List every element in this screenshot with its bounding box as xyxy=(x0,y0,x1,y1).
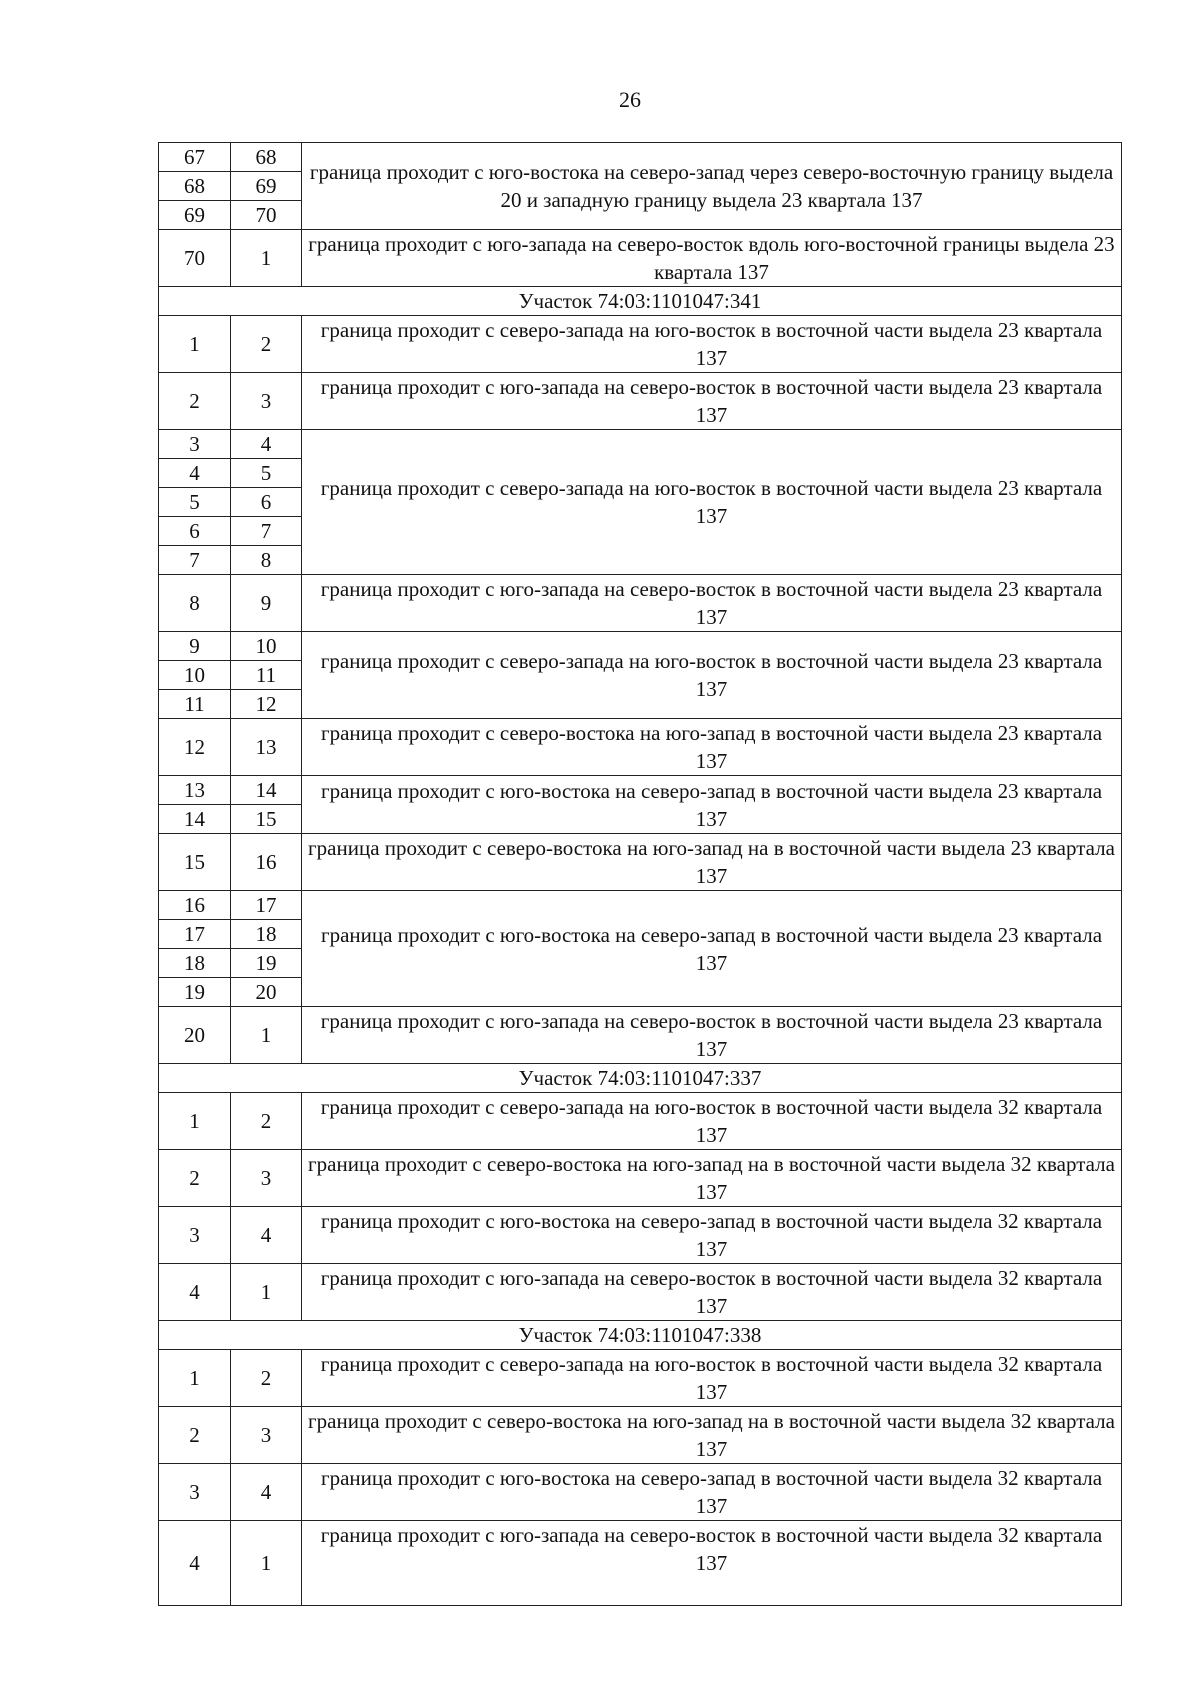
table-row xyxy=(159,1407,1122,1464)
table-row xyxy=(159,1264,1122,1321)
to-point-cell: 3 xyxy=(231,1150,302,1207)
table-row xyxy=(159,1207,1122,1264)
from-point-cell: 5 xyxy=(159,488,231,517)
section-header-row xyxy=(159,1064,1122,1093)
to-point-cell: 3 xyxy=(231,373,302,430)
to-point-cell: 70 xyxy=(231,201,302,230)
to-point-cell: 14 xyxy=(231,776,302,805)
table-row xyxy=(159,776,1122,805)
table-row xyxy=(159,575,1122,632)
to-point-cell: 1 xyxy=(231,230,302,287)
from-point-cell: 8 xyxy=(159,575,231,632)
to-point-cell: 12 xyxy=(231,690,302,719)
boundary-description-cell: граница проходит с юго-востока на северо-запад в восточной части выдела 32 квартала 137 xyxy=(302,1207,1122,1264)
from-point-cell: 17 xyxy=(159,920,231,949)
to-point-cell: 68 xyxy=(231,143,302,172)
from-point-cell: 68 xyxy=(159,172,231,201)
to-point-cell: 2 xyxy=(231,1093,302,1150)
boundary-description-table xyxy=(158,142,1122,1606)
table-row xyxy=(159,316,1122,373)
boundary-description-cell: граница проходит с юго-востока на северо-запад в восточной части выдела 23 квартала 137 xyxy=(302,891,1122,1007)
from-point-cell: 2 xyxy=(159,1150,231,1207)
to-point-cell: 1 xyxy=(231,1521,302,1606)
from-point-cell: 1 xyxy=(159,1093,231,1150)
boundary-description-cell: граница проходит с северо-запада на юго-восток в восточной части выдела 32 квартала 137 xyxy=(302,1093,1122,1150)
boundary-description-cell: граница проходит с северо-запада на юго-восток в восточной части выдела 23 квартала 137 xyxy=(302,632,1122,719)
boundary-description-cell: граница проходит с юго-востока на северо-запад через северо-восточную границу выдела 20 и западную границу выдела 23 квартала 137 xyxy=(302,143,1122,230)
from-point-cell: 18 xyxy=(159,949,231,978)
to-point-cell: 17 xyxy=(231,891,302,920)
from-point-cell: 14 xyxy=(159,805,231,834)
from-point-cell: 2 xyxy=(159,373,231,430)
to-point-cell: 18 xyxy=(231,920,302,949)
to-point-cell: 2 xyxy=(231,1350,302,1407)
section-header-row xyxy=(159,287,1122,316)
boundary-description-cell: граница проходит с северо-запада на юго-восток в восточной части выдела 23 квартала 137 xyxy=(302,316,1122,373)
table-row xyxy=(159,430,1122,459)
from-point-cell: 4 xyxy=(159,1264,231,1321)
from-point-cell: 16 xyxy=(159,891,231,920)
to-point-cell: 19 xyxy=(231,949,302,978)
page-number: 26 xyxy=(619,87,641,112)
table-row xyxy=(159,1093,1122,1150)
boundary-description-cell: граница проходит с юго-запада на северо-восток в восточной части выдела 32 квартала 137 xyxy=(302,1264,1122,1321)
from-point-cell: 19 xyxy=(159,978,231,1007)
from-point-cell: 3 xyxy=(159,430,231,459)
to-point-cell: 10 xyxy=(231,632,302,661)
table-row xyxy=(159,891,1122,920)
from-point-cell: 11 xyxy=(159,690,231,719)
from-point-cell: 2 xyxy=(159,1407,231,1464)
table-row xyxy=(159,230,1122,287)
from-point-cell: 4 xyxy=(159,1521,231,1606)
to-point-cell: 11 xyxy=(231,661,302,690)
to-point-cell: 7 xyxy=(231,517,302,546)
boundary-description-cell: граница проходит с юго-запада на северо-восток в восточной части выдела 23 квартала 137 xyxy=(302,1007,1122,1064)
from-point-cell: 69 xyxy=(159,201,231,230)
boundary-description-cell: граница проходит с юго-запада на северо-восток вдоль юго-восточной границы выдела 23 квартала 137 xyxy=(302,230,1122,287)
from-point-cell: 20 xyxy=(159,1007,231,1064)
from-point-cell: 67 xyxy=(159,143,231,172)
boundary-description-cell: граница проходит с северо-востока на юго-запад на в восточной части выдела 32 квартала 137 xyxy=(302,1150,1122,1207)
table-row xyxy=(159,834,1122,891)
section-title: Участок 74:03:1101047:337 xyxy=(159,1064,1122,1093)
to-point-cell: 13 xyxy=(231,719,302,776)
from-point-cell: 7 xyxy=(159,546,231,575)
from-point-cell: 12 xyxy=(159,719,231,776)
to-point-cell: 4 xyxy=(231,1464,302,1521)
to-point-cell: 15 xyxy=(231,805,302,834)
to-point-cell: 4 xyxy=(231,430,302,459)
from-point-cell: 10 xyxy=(159,661,231,690)
table-row xyxy=(159,1007,1122,1064)
from-point-cell: 1 xyxy=(159,316,231,373)
boundary-description-cell: граница проходит с северо-запада на юго-восток в восточной части выдела 23 квартала 137 xyxy=(302,430,1122,575)
section-title: Участок 74:03:1101047:341 xyxy=(159,287,1122,316)
to-point-cell: 69 xyxy=(231,172,302,201)
boundary-description-cell: граница проходит с юго-запада на северо-восток в восточной части выдела 32 квартала 137 xyxy=(302,1521,1122,1606)
table-row xyxy=(159,1350,1122,1407)
table-row xyxy=(159,719,1122,776)
from-point-cell: 9 xyxy=(159,632,231,661)
from-point-cell: 4 xyxy=(159,459,231,488)
table-row xyxy=(159,1150,1122,1207)
table-row xyxy=(159,143,1122,172)
to-point-cell: 5 xyxy=(231,459,302,488)
to-point-cell: 1 xyxy=(231,1007,302,1064)
from-point-cell: 6 xyxy=(159,517,231,546)
from-point-cell: 1 xyxy=(159,1350,231,1407)
to-point-cell: 4 xyxy=(231,1207,302,1264)
table-row xyxy=(159,373,1122,430)
boundary-description-cell: граница проходит с северо-востока на юго-запад на в восточной части выдела 32 квартала 137 xyxy=(302,1407,1122,1464)
to-point-cell: 9 xyxy=(231,575,302,632)
table-body xyxy=(159,143,1122,1606)
boundary-description-cell: граница проходит с юго-востока на северо-запад в восточной части выдела 23 квартала 137 xyxy=(302,776,1122,834)
boundary-description-cell: граница проходит с юго-запада на северо-восток в восточной части выдела 23 квартала 137 xyxy=(302,575,1122,632)
to-point-cell: 2 xyxy=(231,316,302,373)
to-point-cell: 6 xyxy=(231,488,302,517)
boundary-description-cell: граница проходит с северо-востока на юго-запад в восточной части выдела 23 квартала 137 xyxy=(302,719,1122,776)
to-point-cell: 20 xyxy=(231,978,302,1007)
boundary-description-cell: граница проходит с северо-запада на юго-восток в восточной части выдела 32 квартала 137 xyxy=(302,1350,1122,1407)
from-point-cell: 3 xyxy=(159,1464,231,1521)
table-row xyxy=(159,1464,1122,1521)
table-row xyxy=(159,1521,1122,1606)
to-point-cell: 1 xyxy=(231,1264,302,1321)
from-point-cell: 3 xyxy=(159,1207,231,1264)
from-point-cell: 70 xyxy=(159,230,231,287)
section-header-row xyxy=(159,1321,1122,1350)
to-point-cell: 3 xyxy=(231,1407,302,1464)
section-title: Участок 74:03:1101047:338 xyxy=(159,1321,1122,1350)
boundary-description-cell: граница проходит с юго-востока на северо-запад в восточной части выдела 32 квартала 137 xyxy=(302,1464,1122,1521)
to-point-cell: 8 xyxy=(231,546,302,575)
table-row xyxy=(159,632,1122,661)
from-point-cell: 13 xyxy=(159,776,231,805)
boundary-description-cell: граница проходит с северо-востока на юго-запад на в восточной части выдела 23 квартала 137 xyxy=(302,834,1122,891)
from-point-cell: 15 xyxy=(159,834,231,891)
boundary-description-cell: граница проходит с юго-запада на северо-восток в восточной части выдела 23 квартала 137 xyxy=(302,373,1122,430)
to-point-cell: 16 xyxy=(231,834,302,891)
